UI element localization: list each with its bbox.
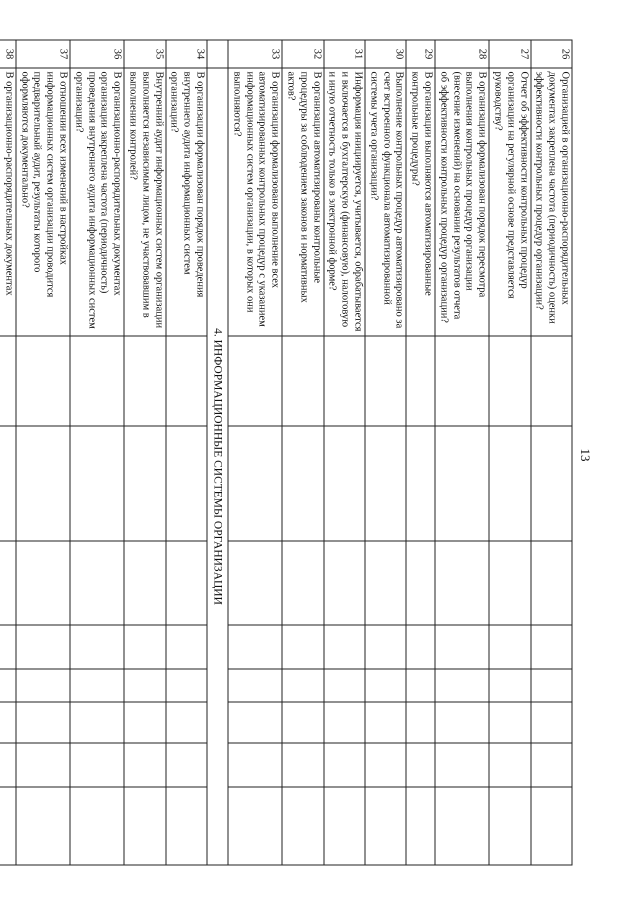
answer-cell (365, 625, 406, 669)
answer-cell (365, 336, 406, 426)
answer-cell (489, 787, 530, 865)
answer-cell (435, 787, 489, 865)
row-number: 26 (531, 40, 572, 68)
question-text: В организации формализован порядок проведения внутреннего аудита информационных систем организации? (166, 68, 207, 336)
section-heading: 4. ИНФОРМАЦИОННЫЕ СИСТЕМЫ ОРГАНИЗАЦИИ (207, 68, 228, 865)
answer-cell (324, 669, 365, 702)
answer-cell (282, 702, 323, 743)
section-row (207, 40, 228, 865)
answer-cell (0, 669, 16, 702)
table-row (406, 40, 435, 865)
question-text: В организации автоматизированы контрольные процедуры за соблюдением законов и нормативных актов? (282, 68, 323, 336)
answer-cell (16, 541, 70, 625)
answer-cell (406, 743, 435, 787)
answer-cell (0, 541, 16, 625)
answer-cell (70, 702, 124, 743)
question-text: Информация инициируется, учитывается, обрабатывается и включается в бухгалтерскую (финансовую), налоговую и иную отчетность только в электронной форме? (324, 68, 365, 336)
answer-cell (166, 541, 207, 625)
row-number: 35 (124, 40, 165, 68)
answer-cell (282, 787, 323, 865)
answer-cell (365, 787, 406, 865)
answer-cell (435, 336, 489, 426)
answer-cell (166, 426, 207, 541)
answer-cell (489, 625, 530, 669)
answer-cell (282, 541, 323, 625)
table-row (365, 40, 406, 865)
answer-cell (70, 743, 124, 787)
table-row (228, 40, 282, 865)
answer-cell (228, 669, 282, 702)
answer-cell (531, 426, 572, 541)
answer-cell (324, 625, 365, 669)
answer-cell (406, 541, 435, 625)
answer-cell (70, 336, 124, 426)
answer-cell (324, 336, 365, 426)
answer-cell (70, 669, 124, 702)
table-row (0, 40, 16, 865)
answer-cell (489, 336, 530, 426)
answer-cell (228, 743, 282, 787)
answer-cell (228, 426, 282, 541)
answer-cell (124, 669, 165, 702)
answer-cell (228, 541, 282, 625)
answer-cell (365, 702, 406, 743)
table-row (489, 40, 530, 865)
answer-cell (531, 743, 572, 787)
answer-cell (16, 625, 70, 669)
answer-cell (531, 787, 572, 865)
page-number: 13 (578, 448, 593, 462)
answer-cell (124, 702, 165, 743)
answer-cell (16, 336, 70, 426)
answer-cell (435, 625, 489, 669)
answer-cell (16, 426, 70, 541)
table-row (124, 40, 165, 865)
answer-cell (282, 625, 323, 669)
rotated-page (1, 40, 573, 865)
answer-cell (70, 426, 124, 541)
table-row (282, 40, 323, 865)
answer-cell (124, 426, 165, 541)
answer-cell (489, 541, 530, 625)
answer-cell (0, 336, 16, 426)
table-row (531, 40, 572, 865)
answer-cell (435, 669, 489, 702)
answer-cell (406, 787, 435, 865)
row-number: 37 (16, 40, 70, 68)
checklist-table (0, 40, 573, 866)
answer-cell (435, 743, 489, 787)
answer-cell (406, 426, 435, 541)
answer-cell (324, 743, 365, 787)
row-number: 34 (166, 40, 207, 68)
answer-cell (70, 787, 124, 865)
answer-cell (406, 669, 435, 702)
question-text: Выполнение контрольных процедур автоматизировано за счет встроенного функционала автоматизированной системы учета организации? (365, 68, 406, 336)
question-text: В организации выполняются автоматизированные контрольные процедуры? (406, 68, 435, 336)
row-number: 31 (324, 40, 365, 68)
answer-cell (406, 336, 435, 426)
answer-cell (228, 625, 282, 669)
answer-cell (324, 702, 365, 743)
answer-cell (435, 702, 489, 743)
answer-cell (124, 787, 165, 865)
answer-cell (489, 669, 530, 702)
answer-cell (228, 336, 282, 426)
answer-cell (435, 426, 489, 541)
answer-cell (365, 426, 406, 541)
answer-cell (531, 541, 572, 625)
answer-cell (16, 743, 70, 787)
question-text: Отчет об эффективности контрольных процедур организации на регулярной основе представляется руководству? (489, 68, 530, 336)
question-text: Организацией в организационно-распорядительных документах закреплена частота (периодичность) оценки эффективности контрольных процедур организации? (531, 68, 572, 336)
answer-cell (166, 625, 207, 669)
answer-cell (70, 625, 124, 669)
answer-cell (166, 336, 207, 426)
answer-cell (166, 669, 207, 702)
answer-cell (16, 702, 70, 743)
answer-cell (282, 669, 323, 702)
answer-cell (365, 669, 406, 702)
answer-cell (489, 743, 530, 787)
question-text: В организационно-распорядительных документах (0, 68, 16, 336)
answer-cell (531, 336, 572, 426)
row-number: 30 (365, 40, 406, 68)
answer-cell (531, 669, 572, 702)
answer-cell (16, 787, 70, 865)
answer-cell (16, 669, 70, 702)
answer-cell (0, 426, 16, 541)
answer-cell (406, 625, 435, 669)
answer-cell (228, 787, 282, 865)
answer-cell (282, 426, 323, 541)
answer-cell (365, 743, 406, 787)
answer-cell (406, 702, 435, 743)
answer-cell (166, 787, 207, 865)
question-text: В отношении всех изменений в настройках информационных систем организации проводится предварительный аудит, результаты которого оформляются документально? (16, 68, 70, 336)
answer-cell (124, 625, 165, 669)
answer-cell (531, 702, 572, 743)
answer-cell (228, 702, 282, 743)
answer-cell (0, 625, 16, 669)
answer-cell (166, 743, 207, 787)
table-row (435, 40, 489, 865)
answer-cell (282, 336, 323, 426)
row-number: 33 (228, 40, 282, 68)
row-number: 28 (435, 40, 489, 68)
question-text: В организационно-распорядительных документах организации закреплена частота (периодичность) проведения внутреннего аудита информационных систем организации? (70, 68, 124, 336)
row-number: 38 (0, 40, 16, 68)
answer-cell (0, 702, 16, 743)
row-number: 32 (282, 40, 323, 68)
answer-cell (70, 541, 124, 625)
answer-cell (489, 426, 530, 541)
row-number: 27 (489, 40, 530, 68)
answer-cell (324, 426, 365, 541)
answer-cell (435, 541, 489, 625)
table-row (166, 40, 207, 865)
row-number: 36 (70, 40, 124, 68)
question-text: В организации формализовано выполнение всех автоматизированных контрольных процедур с указанием информационных систем организации, в которых они выполняются? (228, 68, 282, 336)
row-number: 29 (406, 40, 435, 68)
answer-cell (282, 743, 323, 787)
table-row (70, 40, 124, 865)
answer-cell (124, 743, 165, 787)
answer-cell (124, 336, 165, 426)
answer-cell (324, 541, 365, 625)
answer-cell (166, 702, 207, 743)
answer-cell (0, 743, 16, 787)
answer-cell (0, 787, 16, 865)
question-text: Внутренний аудит информационных систем организации выполняется независимым лицом, не участвовавшим в выполнении контролей? (124, 68, 165, 336)
answer-cell (365, 541, 406, 625)
answer-cell (124, 541, 165, 625)
answer-cell (489, 702, 530, 743)
answer-cell (531, 625, 572, 669)
table-row (16, 40, 70, 865)
table-row (324, 40, 365, 865)
answer-cell (324, 787, 365, 865)
question-text: В организации формализован порядок пересмотра выполнения контрольных процедур организации (внесение изменений) на основании результатов отчета об эффективности контрольных процедур организации? (435, 68, 489, 336)
section-num-cell (207, 40, 228, 68)
